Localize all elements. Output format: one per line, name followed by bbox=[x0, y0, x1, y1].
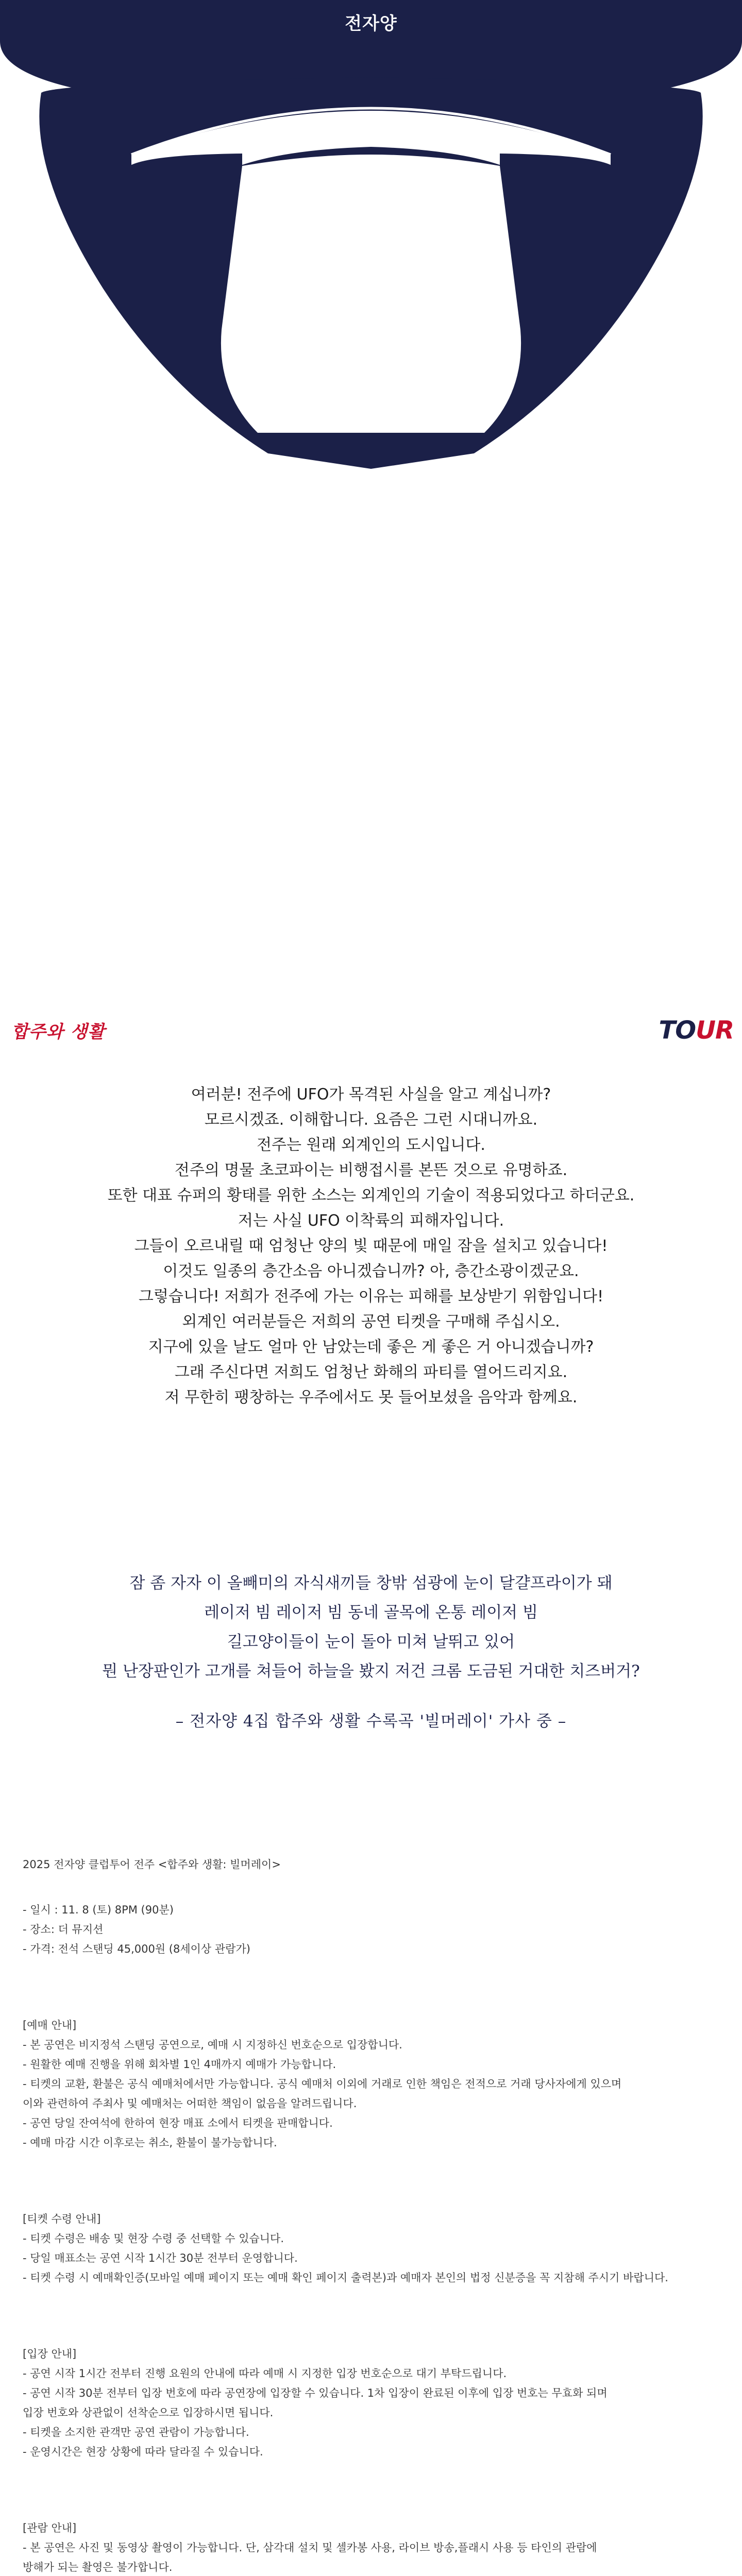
info-line: 방해가 되는 촬영은 불가합니다. bbox=[23, 2561, 173, 2573]
info-line: - 티켓을 소지한 관객만 공연 관람이 가능합니다. bbox=[23, 2426, 249, 2438]
poster-logo: 전자양 bbox=[345, 13, 397, 34]
section-booking bbox=[23, 2015, 723, 2153]
lyrics-source: – 전자양 4집 합주와 생활 수록곡 '빌머레이' 가사 중 – bbox=[175, 1712, 567, 1731]
tour-logo bbox=[659, 1016, 734, 1045]
story-line: 전주의 명물 초코파이는 비행접시를 본뜬 것으로 유명하죠. bbox=[174, 1161, 568, 1179]
tour-logo-part2: UR bbox=[696, 1016, 734, 1045]
info-line: - 예매 마감 시간 이후로는 취소, 환불이 불가능합니다. bbox=[23, 2137, 277, 2149]
info-line: - 운영시간은 현장 상황에 따라 달라질 수 있습니다. bbox=[23, 2446, 263, 2458]
poster-artwork bbox=[0, 0, 742, 958]
info-line: - 장소: 더 뮤지션 bbox=[23, 1923, 104, 1936]
info-line: - 당일 매표소는 공연 시작 1시간 30분 전부터 운영합니다. bbox=[23, 2252, 298, 2264]
section-heading: [관람 안내] bbox=[23, 2522, 77, 2534]
info-line: - 티켓 수령 시 예매확인증(모바일 예매 페이지 또는 예매 확인 페이지 출력본)과 예매자 본인의 법정 신분증을 꼭 지참해 주시기 바랍니다. bbox=[23, 2272, 668, 2284]
story-line: 그렇습니다! 저희가 전주에 가는 이유는 피해를 보상받기 위함입니다! bbox=[138, 1287, 604, 1306]
info-line: - 본 공연은 비지정석 스탠딩 공연으로, 예매 시 지정하신 번호순으로 입장합니다. bbox=[23, 2039, 402, 2051]
lyrics-block bbox=[0, 1569, 742, 1736]
info-line: - 원활한 예매 진행을 위해 회차별 1인 4매까지 예매가 가능합니다. bbox=[23, 2058, 336, 2071]
story-text bbox=[0, 1082, 742, 1410]
ufo-illustration bbox=[0, 0, 742, 958]
section-heading: [입장 안내] bbox=[23, 2348, 77, 2360]
info-line: 입장 번호와 상관없이 선착순으로 입장하시면 됩니다. bbox=[23, 2406, 274, 2419]
lyrics-line: 길고양이들이 눈이 돌아 미쳐 날뛰고 있어 bbox=[227, 1633, 515, 1651]
concert-info bbox=[23, 1855, 723, 2576]
story-line: 외계인 여러분들은 저희의 공연 티켓을 구매해 주십시오. bbox=[182, 1313, 560, 1331]
info-line: - 본 공연은 사진 및 동영상 촬영이 가능합니다. 단, 삼각대 설치 및 셀카봉 사용, 라이브 방송,플래시 사용 등 타인의 관람에 bbox=[23, 2541, 597, 2554]
info-line: - 일시 : 11. 8 (토) 8PM (90분) bbox=[23, 1904, 174, 1916]
concert-title: 2025 전자양 클럽투어 전주 <합주와 생활: 빌머레이> bbox=[23, 1858, 281, 1871]
story-line: 저는 사실 UFO 이착륙의 피해자입니다. bbox=[238, 1212, 504, 1230]
ufo-beam-door bbox=[221, 155, 521, 433]
section-entry bbox=[23, 2344, 723, 2462]
lyrics-line: 뭔 난장판인가 고개를 쳐들어 하늘을 봤지 저건 크롬 도금된 거대한 치즈버거? bbox=[102, 1662, 640, 1681]
story-line: 전주는 원래 외계인의 도시입니다. bbox=[257, 1136, 485, 1154]
story-line: 저 무한히 팽창하는 우주에서도 못 들어보셨을 음악과 함께요. bbox=[164, 1388, 578, 1406]
section-heading: [예매 안내] bbox=[23, 2019, 77, 2031]
tour-logo-part1: TO bbox=[659, 1016, 696, 1045]
story-line: 이것도 일종의 층간소음 아니겠습니까? 아, 층간소광이겠군요. bbox=[163, 1262, 579, 1280]
story-line: 여러분! 전주에 UFO가 목격된 사실을 알고 계십니까? bbox=[191, 1086, 551, 1104]
info-line: - 티켓 수령은 배송 및 현장 수령 중 선택할 수 있습니다. bbox=[23, 2232, 284, 2245]
info-line: - 공연 당일 잔여석에 한하여 현장 매표 소에서 티켓을 판매합니다. bbox=[23, 2117, 333, 2129]
story-line: 그래 주신다면 저희도 엄청난 화해의 파티를 열어드리지요. bbox=[174, 1363, 568, 1381]
info-line: - 공연 시작 30분 전부터 입장 번호에 따라 공연장에 입장할 수 있습니다. 1차 입장이 완료된 이후에 입장 번호는 무효화 되며 bbox=[23, 2387, 608, 2399]
lyrics-line: 레이저 빔 레이저 빔 동네 골목에 온통 레이저 빔 bbox=[204, 1603, 538, 1622]
section-ticket bbox=[23, 2209, 723, 2287]
story-line: 지구에 있을 날도 얼마 안 남았는데 좋은 게 좋은 거 아니겠습니까? bbox=[148, 1338, 594, 1356]
story-line: 또한 대표 슈퍼의 황태를 위한 소스는 외계인의 기술이 적용되었다고 하더군요. bbox=[107, 1187, 635, 1205]
section-viewing bbox=[23, 2518, 723, 2576]
hapju-logo: 합주와 생활 bbox=[11, 1022, 106, 1042]
info-line: - 공연 시작 1시간 전부터 진행 요원의 안내에 따라 예매 시 지정한 입장 번호순으로 대기 부탁드립니다. bbox=[23, 2367, 507, 2380]
story-line: 모르시겠죠. 이해합니다. 요즘은 그런 시대니까요. bbox=[204, 1111, 538, 1129]
lyrics-line: 잠 좀 자자 이 올빼미의 자식새끼들 창밖 섬광에 눈이 달걀프라이가 돼 bbox=[129, 1574, 613, 1592]
info-line: - 티켓의 교환, 환불은 공식 예매처에서만 가능합니다. 공식 예매처 이외에 거래로 인한 책임은 전적으로 거래 당사자에게 있으며 bbox=[23, 2078, 622, 2090]
section-heading: [티켓 수령 안내] bbox=[23, 2213, 101, 2225]
info-line: - 가격: 전석 스탠딩 45,000원 (8세이상 관람가) bbox=[23, 1943, 250, 1955]
info-line: 이와 관련하여 주최사 및 예매처는 어떠한 책임이 없음을 알려드립니다. bbox=[23, 2097, 357, 2110]
story-line: 그들이 오르내릴 때 엄청난 양의 빛 때문에 매일 잠을 설치고 있습니다! bbox=[134, 1237, 608, 1255]
